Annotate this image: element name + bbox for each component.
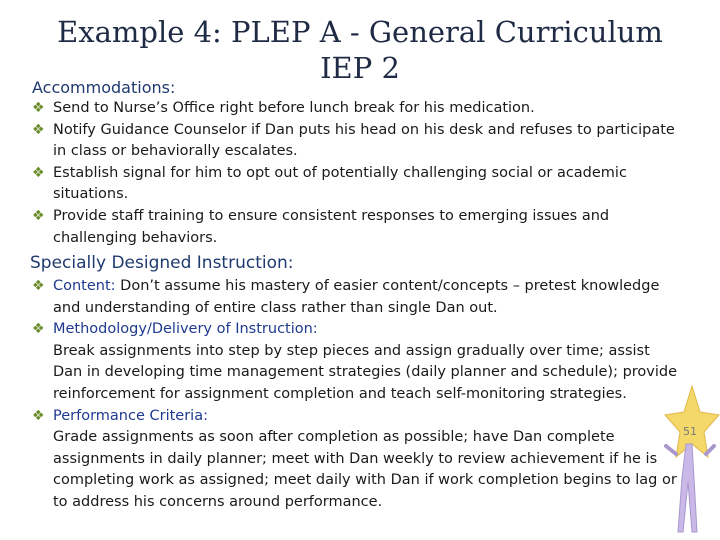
slide-number: 51: [683, 425, 697, 438]
list-item: [32, 276, 682, 319]
performance-label: Performance Criteria:: [53, 407, 208, 424]
list-item: ❖ Send to Nurse’s Office right before lunch break for his medication.: [32, 98, 692, 120]
diamond-bullet-icon: ❖: [32, 121, 45, 138]
diamond-bullet-icon: ❖: [32, 278, 45, 294]
diamond-bullet-icon: ❖: [32, 207, 45, 224]
diamond-bullet-icon: ❖: [32, 100, 45, 116]
star-figure-icon: [656, 382, 720, 540]
list-item: ❖ Provide staff training to ensure consistent responses to emerging issues and challenging behaviors.: [32, 207, 610, 246]
list-item: [32, 406, 682, 514]
list-item: ❖ Establish signal for him to opt out of potentially challenging social or academic situations.: [32, 164, 627, 203]
sdi-heading: Specially Designed Instruction:: [30, 253, 294, 273]
methodology-label: Methodology/Delivery of Instruction:: [53, 321, 318, 338]
list-item: [32, 319, 682, 405]
diamond-bullet-icon: ❖: [32, 164, 45, 181]
methodology-text: Break assignments into step by step pieces and assign gradually over time; assist Dan in developing time management strategies (daily planner and schedule); provide reinforcement for assignment completion and teach self-monitoring strategies.: [53, 342, 678, 402]
content-label: Content:: [53, 278, 116, 294]
content-text: Don’t assume his mastery of easier content/concepts – pretest knowledge and understanding of entire class rather than single Dan out.: [53, 278, 660, 316]
diamond-bullet-icon: ❖: [32, 321, 45, 338]
performance-text: Grade assignments as soon after completion as possible; have Dan complete assignments in daily planner; meet with Dan weekly to review achievement if he is completing work as assigned; meet daily with Dan if work completion begins to lag or to address his concerns around performance.: [53, 429, 677, 510]
list-item: ❖ Notify Guidance Counselor if Dan puts his head on his desk and refuses to participate in class or behaviorally escalates.: [32, 121, 675, 160]
accommodations-heading: Accommodations:: [32, 78, 176, 97]
accommodations-list: [32, 98, 692, 249]
sdi-list: [32, 276, 682, 514]
diamond-bullet-icon: ❖: [32, 407, 45, 424]
slide-title: Example 4: PLEP A - General Curriculum IEP 2: [57, 15, 663, 85]
